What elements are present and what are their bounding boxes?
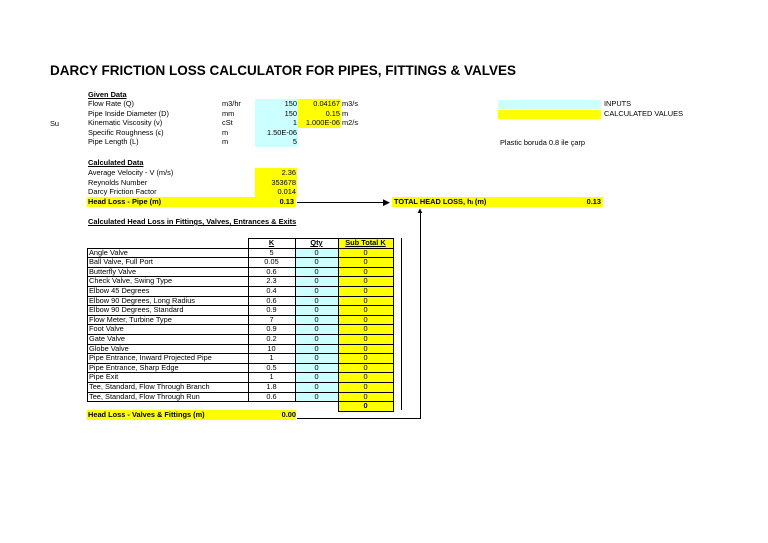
inputs-legend-swatch xyxy=(498,100,601,109)
fluid-label: Su xyxy=(50,119,60,128)
given-input-value[interactable]: 1 xyxy=(255,118,298,128)
given-input-value[interactable]: 5 xyxy=(255,137,298,147)
fitting-k: 0.05 xyxy=(248,258,295,268)
arrow-head-right-icon: ▶ xyxy=(383,196,390,207)
fitting-k: 1.8 xyxy=(248,382,295,392)
fitting-subtotal: 0 xyxy=(338,325,393,335)
given-unit: m xyxy=(222,127,229,137)
fitting-qty[interactable]: 0 xyxy=(295,248,338,258)
given-label: Kinematic Viscosity (ν) xyxy=(88,118,163,128)
given-converted-value: 1.000E-06 xyxy=(298,118,341,128)
given-unit: m xyxy=(222,137,229,147)
arrow-head-up-icon: ▲ xyxy=(416,206,424,215)
fitting-name: Pipe Exit xyxy=(88,373,249,383)
fitting-subtotal: 0 xyxy=(338,277,393,287)
fitting-row xyxy=(88,286,394,296)
fitting-subtotal: 0 xyxy=(338,363,393,373)
fitting-subtotal: 0 xyxy=(338,354,393,364)
fitting-qty[interactable]: 0 xyxy=(295,334,338,344)
page-title: DARCY FRICTION LOSS CALCULATOR FOR PIPES, FITTINGS & VALVES xyxy=(50,63,517,78)
fitting-row xyxy=(88,258,394,268)
fitting-qty[interactable]: 0 xyxy=(295,325,338,335)
fitting-row xyxy=(88,363,394,373)
fitting-k: 0.6 xyxy=(248,267,295,277)
fitting-subtotal: 0 xyxy=(338,296,393,306)
arrow-line-fittings-vertical xyxy=(420,212,421,418)
total-head-loss-value: 0.13 xyxy=(586,197,601,206)
fitting-k: 2.3 xyxy=(248,277,295,287)
fitting-name: Pipe Entrance, Sharp Edge xyxy=(88,363,249,373)
fitting-k: 0.6 xyxy=(248,392,295,402)
fitting-qty[interactable]: 0 xyxy=(295,382,338,392)
calculated-label: Darcy Friction Factor xyxy=(88,187,157,197)
calculated-value: 2.36 xyxy=(255,168,297,178)
subtotal-bracket-line xyxy=(401,238,402,410)
fittings-header: Calculated Head Loss in Fittings, Valves, Entrances & Exits xyxy=(88,217,297,226)
col-k-header: K xyxy=(248,239,295,249)
fitting-name: Butterfly Valve xyxy=(88,267,249,277)
head-loss-pipe-value: 0.13 xyxy=(279,197,294,206)
head-loss-fittings-value: 0.00 xyxy=(281,410,296,419)
fitting-name: Gate Valve xyxy=(88,334,249,344)
given-input-value[interactable]: 150 xyxy=(255,109,298,119)
fitting-subtotal: 0 xyxy=(338,344,393,354)
fitting-row xyxy=(88,306,394,316)
fitting-k: 5 xyxy=(248,248,295,258)
fitting-name: Tee, Standard, Flow Through Run xyxy=(88,392,249,402)
fitting-k: 0.2 xyxy=(248,334,295,344)
subtotal-k-total: 0 xyxy=(338,402,393,412)
fitting-subtotal: 0 xyxy=(338,382,393,392)
given-label: Pipe Inside Diameter (D) xyxy=(88,108,169,118)
col-subtotal-header: Sub Total K xyxy=(338,239,393,249)
given-unit: m3/hr xyxy=(222,99,241,108)
arrow-line-fittings-horizontal xyxy=(297,418,421,419)
fitting-qty[interactable]: 0 xyxy=(295,373,338,383)
given-input-value[interactable]: 150 xyxy=(255,99,298,109)
given-label: Pipe Length (L) xyxy=(88,137,139,147)
fitting-qty[interactable]: 0 xyxy=(295,267,338,277)
fitting-qty[interactable]: 0 xyxy=(295,354,338,364)
fitting-name: Tee, Standard, Flow Through Branch xyxy=(88,382,249,392)
fitting-name: Flow Meter, Turbine Type xyxy=(88,315,249,325)
given-label: Flow Rate (Q) xyxy=(88,99,134,108)
fitting-k: 0.9 xyxy=(248,306,295,316)
fitting-qty[interactable]: 0 xyxy=(295,392,338,402)
fitting-name: Angle Valve xyxy=(88,248,249,258)
calculated-legend-swatch xyxy=(498,110,601,119)
arrow-line-pipe xyxy=(297,202,389,203)
calculated-legend-label: CALCULATED VALUES xyxy=(604,109,683,118)
inputs-legend-label: INPUTS xyxy=(604,99,632,108)
fitting-subtotal: 0 xyxy=(338,248,393,258)
total-head-loss-label: TOTAL HEAD LOSS, hₗ (m) xyxy=(394,197,487,206)
fitting-subtotal: 0 xyxy=(338,392,393,402)
fitting-row xyxy=(88,354,394,364)
head-loss-fittings-label: Head Loss - Valves & Fittings (m) xyxy=(88,410,205,419)
fitting-row xyxy=(88,325,394,335)
fitting-subtotal: 0 xyxy=(338,315,393,325)
calculated-value: 0.014 xyxy=(255,187,297,197)
fitting-name: Elbow 90 Degrees, Long Radius xyxy=(88,296,249,306)
fitting-row xyxy=(88,334,394,344)
fitting-name: Globe Valve xyxy=(88,344,249,354)
col-qty-header: Qty xyxy=(295,239,338,249)
head-loss-pipe-label: Head Loss - Pipe (m) xyxy=(88,197,162,206)
calculated-label: Average Velocity - V (m/s) xyxy=(88,168,174,177)
fitting-k: 1 xyxy=(248,373,295,383)
fitting-row xyxy=(88,382,394,392)
fitting-name: Ball Valve, Full Port xyxy=(88,258,249,268)
fittings-table xyxy=(87,238,394,412)
given-label: Specific Roughness (ϵ) xyxy=(88,127,164,137)
given-converted-unit: m2/s xyxy=(342,118,359,128)
fitting-row xyxy=(88,392,394,402)
given-converted-value: 0.04167 xyxy=(298,99,341,109)
fitting-name: Elbow 45 Degrees xyxy=(88,286,249,296)
fitting-subtotal: 0 xyxy=(338,258,393,268)
fitting-row xyxy=(88,373,394,383)
given-input-value[interactable]: 1.50E-06 xyxy=(255,128,298,138)
fitting-k: 0.6 xyxy=(248,296,295,306)
fitting-qty[interactable]: 0 xyxy=(295,296,338,306)
given-converted-value: 0.15 xyxy=(298,109,341,119)
fitting-qty[interactable]: 0 xyxy=(295,363,338,373)
fitting-k: 7 xyxy=(248,315,295,325)
fitting-name: Check Valve, Swing Type xyxy=(88,277,249,287)
fitting-qty[interactable]: 0 xyxy=(295,286,338,296)
calculated-data-header: Calculated Data xyxy=(88,158,144,167)
fitting-k: 0.5 xyxy=(248,363,295,373)
fitting-qty[interactable]: 0 xyxy=(295,344,338,354)
fitting-k: 0.4 xyxy=(248,286,295,296)
fitting-subtotal: 0 xyxy=(338,334,393,344)
fitting-name: Foot Valve xyxy=(88,325,249,335)
calculated-label: Reynolds Number xyxy=(88,177,148,187)
fitting-qty[interactable]: 0 xyxy=(295,258,338,268)
given-data-header: Given Data xyxy=(88,90,127,99)
fitting-qty[interactable]: 0 xyxy=(295,306,338,316)
fitting-k: 0.9 xyxy=(248,325,295,335)
fitting-name: Elbow 90 Degrees, Standard xyxy=(88,306,249,316)
fitting-name: Pipe Entrance, Inward Projected Pipe xyxy=(88,354,249,364)
fitting-qty[interactable]: 0 xyxy=(295,315,338,325)
fitting-subtotal: 0 xyxy=(338,373,393,383)
fitting-k: 1 xyxy=(248,354,295,364)
given-converted-unit: m3/s xyxy=(342,99,359,108)
given-converted-unit: m xyxy=(342,108,349,118)
fitting-row xyxy=(88,315,394,325)
given-unit: mm xyxy=(222,108,235,118)
plastic-note: Plastic boruda 0.8 ile çarp xyxy=(500,138,586,147)
calculated-value: 353678 xyxy=(255,178,297,188)
fitting-subtotal: 0 xyxy=(338,286,393,296)
fitting-subtotal: 0 xyxy=(338,306,393,316)
fitting-k: 10 xyxy=(248,344,295,354)
given-unit: cSt xyxy=(222,118,233,128)
fitting-qty[interactable]: 0 xyxy=(295,277,338,287)
fitting-subtotal: 0 xyxy=(338,267,393,277)
